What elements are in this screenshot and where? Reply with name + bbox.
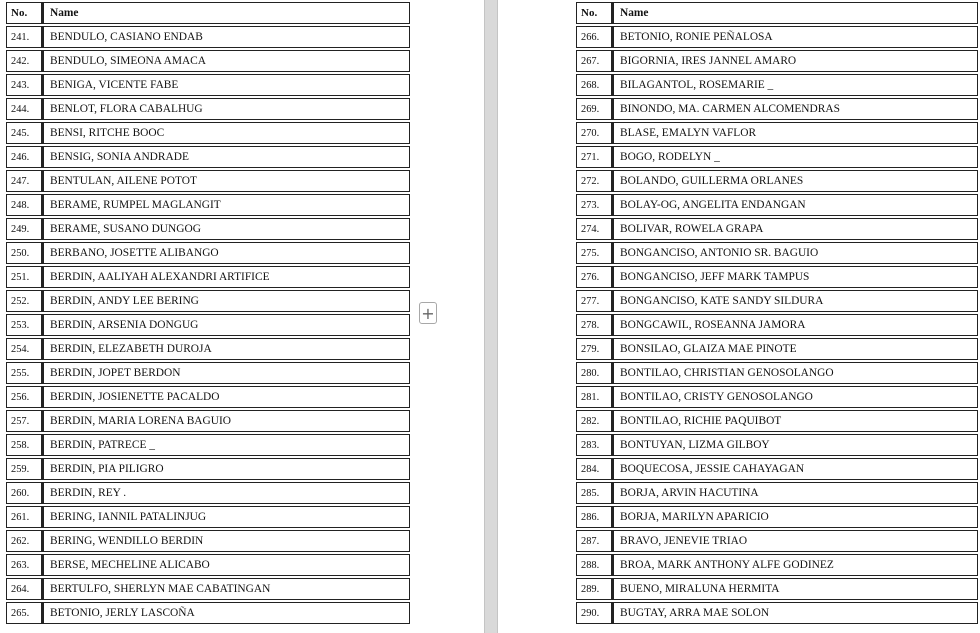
row-number: 286. xyxy=(576,506,612,528)
table-row xyxy=(576,26,978,48)
row-number: 283. xyxy=(576,434,612,456)
row-name: BONGANCISO, KATE SANDY SILDURA xyxy=(612,290,978,312)
row-number: 288. xyxy=(576,554,612,576)
row-name: BOGO, RODELYN _ xyxy=(612,146,978,168)
table-row xyxy=(6,482,410,504)
row-number: 247. xyxy=(6,170,42,192)
row-name: BORJA, MARILYN APARICIO xyxy=(612,506,978,528)
table-row xyxy=(6,386,410,408)
table-row xyxy=(576,602,978,624)
table-row xyxy=(576,242,978,264)
row-number: 279. xyxy=(576,338,612,360)
table-row xyxy=(576,218,978,240)
row-name: BRAVO, JENEVIE TRIAO xyxy=(612,530,978,552)
row-number: 254. xyxy=(6,338,42,360)
row-name: BONTILAO, CHRISTIAN GENOSOLANGO xyxy=(612,362,978,384)
row-name: BONGCAWIL, ROSEANNA JAMORA xyxy=(612,314,978,336)
row-name: BENLOT, FLORA CABALHUG xyxy=(42,98,410,120)
row-name: BONTILAO, CRISTY GENOSOLANGO xyxy=(612,386,978,408)
row-name: BERSE, MECHELINE ALICABO xyxy=(42,554,410,576)
table-row xyxy=(6,338,410,360)
roster-body-right xyxy=(576,26,978,624)
row-name: BENTULAN, AILENE POTOT xyxy=(42,170,410,192)
row-number: 271. xyxy=(576,146,612,168)
table-row xyxy=(6,458,410,480)
table-row xyxy=(576,98,978,120)
row-number: 280. xyxy=(576,362,612,384)
table-row xyxy=(576,266,978,288)
roster-body-left xyxy=(6,26,410,624)
table-row xyxy=(576,146,978,168)
page-gutter xyxy=(484,0,498,633)
table-row xyxy=(576,530,978,552)
row-name: BROA, MARK ANTHONY ALFE GODINEZ xyxy=(612,554,978,576)
table-row xyxy=(6,410,410,432)
row-number: 272. xyxy=(576,170,612,192)
document-page-right xyxy=(498,0,980,633)
row-number: 274. xyxy=(576,218,612,240)
row-name: BERDIN, PATRECE _ xyxy=(42,434,410,456)
row-number: 245. xyxy=(6,122,42,144)
table-row xyxy=(6,74,410,96)
row-name: BENDULO, CASIANO ENDAB xyxy=(42,26,410,48)
column-header-number: No. xyxy=(6,2,42,24)
row-number: 264. xyxy=(6,578,42,600)
table-row xyxy=(576,482,978,504)
row-name: BERDIN, REY . xyxy=(42,482,410,504)
table-row xyxy=(576,578,978,600)
row-name: BENDULO, SIMEONA AMACA xyxy=(42,50,410,72)
row-name: BOLIVAR, ROWELA GRAPA xyxy=(612,218,978,240)
row-name: BETONIO, JERLY LASCOÑA xyxy=(42,602,410,624)
column-header-number: No. xyxy=(576,2,612,24)
table-row xyxy=(576,290,978,312)
row-number: 241. xyxy=(6,26,42,48)
table-row xyxy=(6,266,410,288)
table-row xyxy=(6,170,410,192)
table-row xyxy=(576,506,978,528)
row-number: 258. xyxy=(6,434,42,456)
row-number: 266. xyxy=(576,26,612,48)
row-name: BERTULFO, SHERLYN MAE CABATINGAN xyxy=(42,578,410,600)
table-row xyxy=(576,434,978,456)
document-page-left xyxy=(0,0,484,633)
row-number: 259. xyxy=(6,458,42,480)
table-row xyxy=(576,50,978,72)
row-name: BENSIG, SONIA ANDRADE xyxy=(42,146,410,168)
row-number: 249. xyxy=(6,218,42,240)
row-name: BERDIN, ELEZABETH DUROJA xyxy=(42,338,410,360)
roster-table-left xyxy=(6,0,410,626)
row-number: 267. xyxy=(576,50,612,72)
row-number: 277. xyxy=(576,290,612,312)
row-number: 285. xyxy=(576,482,612,504)
row-name: BERDIN, AALIYAH ALEXANDRI ARTIFICE xyxy=(42,266,410,288)
column-header-name: Name xyxy=(612,2,978,24)
table-row xyxy=(576,314,978,336)
row-number: 261. xyxy=(6,506,42,528)
table-row xyxy=(576,554,978,576)
row-name: BERDIN, MARIA LORENA BAGUIO xyxy=(42,410,410,432)
row-number: 246. xyxy=(6,146,42,168)
table-row xyxy=(576,194,978,216)
row-name: BERDIN, ARSENIA DONGUG xyxy=(42,314,410,336)
row-name: BOLAY-OG, ANGELITA ENDANGAN xyxy=(612,194,978,216)
table-row xyxy=(6,602,410,624)
roster-table-right xyxy=(576,0,978,626)
row-number: 284. xyxy=(576,458,612,480)
row-number: 244. xyxy=(6,98,42,120)
table-row xyxy=(6,218,410,240)
table-row xyxy=(6,554,410,576)
row-name: BERDIN, JOPET BERDON xyxy=(42,362,410,384)
table-row xyxy=(6,290,410,312)
row-number: 262. xyxy=(6,530,42,552)
row-number: 275. xyxy=(576,242,612,264)
row-number: 250. xyxy=(6,242,42,264)
row-number: 243. xyxy=(6,74,42,96)
row-name: BERDIN, ANDY LEE BERING xyxy=(42,290,410,312)
row-name: BERAME, RUMPEL MAGLANGIT xyxy=(42,194,410,216)
plus-icon: + xyxy=(421,304,435,323)
table-row xyxy=(6,50,410,72)
row-number: 265. xyxy=(6,602,42,624)
row-name: BONGANCISO, ANTONIO SR. BAGUIO xyxy=(612,242,978,264)
row-number: 260. xyxy=(6,482,42,504)
row-name: BERING, IANNIL PATALINJUG xyxy=(42,506,410,528)
row-name: BETONIO, RONIE PEÑALOSA xyxy=(612,26,978,48)
row-number: 253. xyxy=(6,314,42,336)
row-name: BENIGA, VICENTE FABE xyxy=(42,74,410,96)
row-name: BIGORNIA, IRES JANNEL AMARO xyxy=(612,50,978,72)
row-number: 242. xyxy=(6,50,42,72)
row-number: 270. xyxy=(576,122,612,144)
row-number: 263. xyxy=(6,554,42,576)
row-number: 290. xyxy=(576,602,612,624)
row-name: BUENO, MIRALUNA HERMITA xyxy=(612,578,978,600)
row-name: BOQUECOSA, JESSIE CAHAYAGAN xyxy=(612,458,978,480)
table-row xyxy=(6,530,410,552)
row-name: BINONDO, MA. CARMEN ALCOMENDRAS xyxy=(612,98,978,120)
row-name: BERBANO, JOSETTE ALIBANGO xyxy=(42,242,410,264)
table-header-row xyxy=(6,2,410,24)
row-number: 248. xyxy=(6,194,42,216)
table-row xyxy=(576,74,978,96)
table-row xyxy=(6,26,410,48)
row-name: BUGTAY, ARRA MAE SOLON xyxy=(612,602,978,624)
row-name: BONSILAO, GLAIZA MAE PINOTE xyxy=(612,338,978,360)
row-number: 273. xyxy=(576,194,612,216)
row-name: BONTILAO, RICHIE PAQUIBOT xyxy=(612,410,978,432)
table-row xyxy=(576,362,978,384)
table-row xyxy=(6,242,410,264)
row-name: BERING, WENDILLO BERDIN xyxy=(42,530,410,552)
row-name: BERDIN, PIA PILIGRO xyxy=(42,458,410,480)
row-name: BERAME, SUSANO DUNGOG xyxy=(42,218,410,240)
row-number: 276. xyxy=(576,266,612,288)
table-row xyxy=(6,98,410,120)
table-header-row xyxy=(576,2,978,24)
table-row xyxy=(6,506,410,528)
table-row xyxy=(576,386,978,408)
table-row xyxy=(576,338,978,360)
row-number: 282. xyxy=(576,410,612,432)
row-number: 281. xyxy=(576,386,612,408)
row-number: 287. xyxy=(576,530,612,552)
row-number: 269. xyxy=(576,98,612,120)
column-header-name: Name xyxy=(42,2,410,24)
row-number: 257. xyxy=(6,410,42,432)
row-number: 251. xyxy=(6,266,42,288)
row-name: BERDIN, JOSIENETTE PACALDO xyxy=(42,386,410,408)
row-number: 268. xyxy=(576,74,612,96)
row-number: 256. xyxy=(6,386,42,408)
table-row xyxy=(6,146,410,168)
row-number: 252. xyxy=(6,290,42,312)
table-row xyxy=(6,362,410,384)
row-name: BONTUYAN, LIZMA GILBOY xyxy=(612,434,978,456)
row-name: BENSI, RITCHE BOOC xyxy=(42,122,410,144)
row-name: BOLANDO, GUILLERMA ORLANES xyxy=(612,170,978,192)
table-row xyxy=(576,170,978,192)
add-row-button[interactable] xyxy=(419,302,437,324)
row-name: BONGANCISO, JEFF MARK TAMPUS xyxy=(612,266,978,288)
table-row xyxy=(6,314,410,336)
table-row xyxy=(576,458,978,480)
table-row xyxy=(576,122,978,144)
row-name: BLASE, EMALYN VAFLOR xyxy=(612,122,978,144)
row-name: BORJA, ARVIN HACUTINA xyxy=(612,482,978,504)
row-number: 289. xyxy=(576,578,612,600)
table-row xyxy=(6,434,410,456)
table-row xyxy=(6,122,410,144)
row-number: 255. xyxy=(6,362,42,384)
row-number: 278. xyxy=(576,314,612,336)
table-row xyxy=(576,410,978,432)
table-row xyxy=(6,578,410,600)
table-row xyxy=(6,194,410,216)
row-name: BILAGANTOL, ROSEMARIE _ xyxy=(612,74,978,96)
